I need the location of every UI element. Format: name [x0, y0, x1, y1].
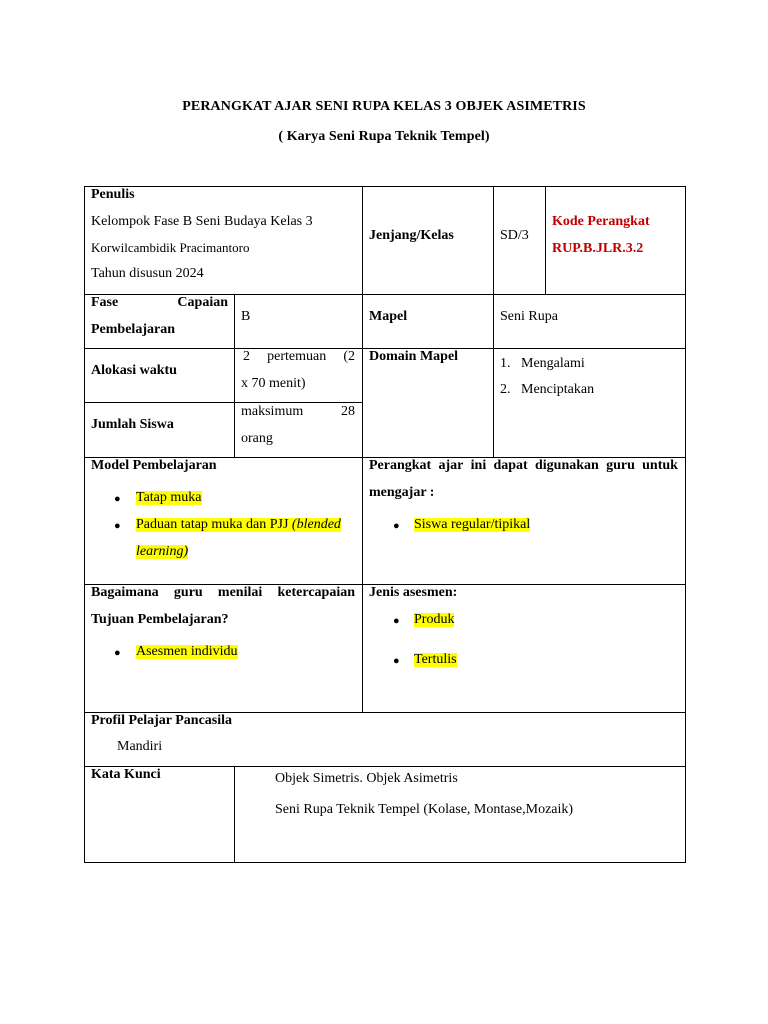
- jumlah-word: 28: [341, 404, 355, 419]
- perangkat-word: ini: [470, 458, 487, 473]
- profil-value: Mandiri: [117, 739, 163, 754]
- bagaimana-item-1: Asesmen individu: [136, 644, 238, 659]
- alokasi-value-line2: x 70 menit): [241, 376, 306, 391]
- penulis-line1: Kelompok Fase B Seni Budaya Kelas 3: [91, 214, 313, 229]
- model-item-2-line2: learning): [136, 544, 189, 559]
- perangkat-word: ajar: [438, 458, 464, 473]
- kode-value: RUP.B.JLR.3.2: [552, 241, 644, 256]
- domain-label: Domain Mapel: [369, 349, 459, 364]
- bullet-icon: ●: [114, 520, 121, 532]
- penulis-line3: Tahun disusun 2024: [91, 266, 204, 281]
- mapel-label: Mapel: [369, 309, 408, 324]
- alokasi-word: (2: [343, 349, 355, 364]
- fase-label-word: Capaian: [177, 295, 228, 310]
- mapel-value: Seni Rupa: [500, 309, 558, 324]
- penulis-line2: Korwilcambidik Pracimantoro: [91, 240, 250, 255]
- bagaimana-word: guru: [173, 585, 203, 600]
- jumlah-word: maksimum: [241, 404, 304, 419]
- jenjang-label: Jenjang/Kelas: [369, 228, 454, 243]
- jumlah-value-line1: [241, 405, 355, 419]
- model-item-2-italic: (blended: [291, 517, 341, 532]
- fase-label-word: Fase: [91, 295, 119, 310]
- alokasi-word: pertemuan: [267, 349, 327, 364]
- perangkat-word: digunakan: [534, 458, 599, 473]
- bagaimana-line2: Tujuan Pembelajaran?: [91, 612, 229, 627]
- perangkat-word: Perangkat: [369, 458, 432, 473]
- kata-label: Kata Kunci: [91, 767, 161, 782]
- profil-label: Profil Pelajar Pancasila: [91, 713, 233, 728]
- bagaimana-word: Bagaimana: [91, 585, 159, 600]
- penulis-label: Penulis: [91, 187, 135, 202]
- fase-label-line2: Pembelajaran: [91, 322, 175, 337]
- model-label: Model Pembelajaran: [91, 458, 217, 473]
- bagaimana-line1: [91, 586, 355, 600]
- fase-label-line1: [91, 296, 228, 310]
- jenis-item-1: Produk: [414, 612, 455, 627]
- domain-number-2: 2.: [500, 382, 511, 397]
- perangkat-word: guru: [606, 458, 635, 473]
- bullet-icon: ●: [393, 520, 400, 532]
- bullet-icon: ●: [393, 615, 400, 627]
- model-item-2-text: Paduan tatap muka dan PJJ: [136, 517, 292, 532]
- jenjang-value: SD/3: [500, 228, 529, 243]
- perangkat-item-1: Siswa regular/tipikal: [414, 517, 531, 532]
- jenis-label: Jenis asesmen:: [369, 585, 458, 600]
- domain-number-1: 1.: [500, 356, 511, 371]
- document-subtitle: ( Karya Seni Rupa Teknik Tempel): [278, 129, 490, 144]
- jumlah-label: Jumlah Siswa: [91, 417, 174, 432]
- model-item-1: Tatap muka: [136, 490, 202, 505]
- alokasi-label: Alokasi waktu: [91, 363, 177, 378]
- jumlah-value-line2: orang: [241, 431, 273, 446]
- domain-item-1: Mengalami: [521, 356, 585, 371]
- bullet-icon: ●: [114, 647, 121, 659]
- document-title: PERANGKAT AJAR SENI RUPA KELAS 3 OBJEK ASIMETRIS: [182, 99, 586, 114]
- alokasi-value-line1: [243, 350, 355, 364]
- fase-value: B: [241, 309, 251, 324]
- jenis-item-2: Tertulis: [414, 652, 457, 667]
- perangkat-word: untuk: [642, 458, 678, 473]
- bagaimana-word: ketercapaian: [277, 585, 355, 600]
- model-item-2-line1: [136, 518, 341, 532]
- perangkat-line1: [369, 459, 678, 473]
- kata-line1: Objek Simetris. Objek Asimetris: [275, 771, 458, 786]
- bullet-icon: ●: [114, 493, 121, 505]
- perangkat-line2: mengajar :: [369, 485, 435, 500]
- alokasi-word: 2: [243, 349, 250, 364]
- kata-line2: Seni Rupa Teknik Tempel (Kolase, Montase,Mozaik): [275, 802, 574, 817]
- domain-item-2: Menciptakan: [521, 382, 595, 397]
- bullet-icon: ●: [393, 655, 400, 667]
- kode-label: Kode Perangkat: [552, 214, 650, 229]
- bagaimana-word: menilai: [217, 585, 263, 600]
- perangkat-word: dapat: [493, 458, 528, 473]
